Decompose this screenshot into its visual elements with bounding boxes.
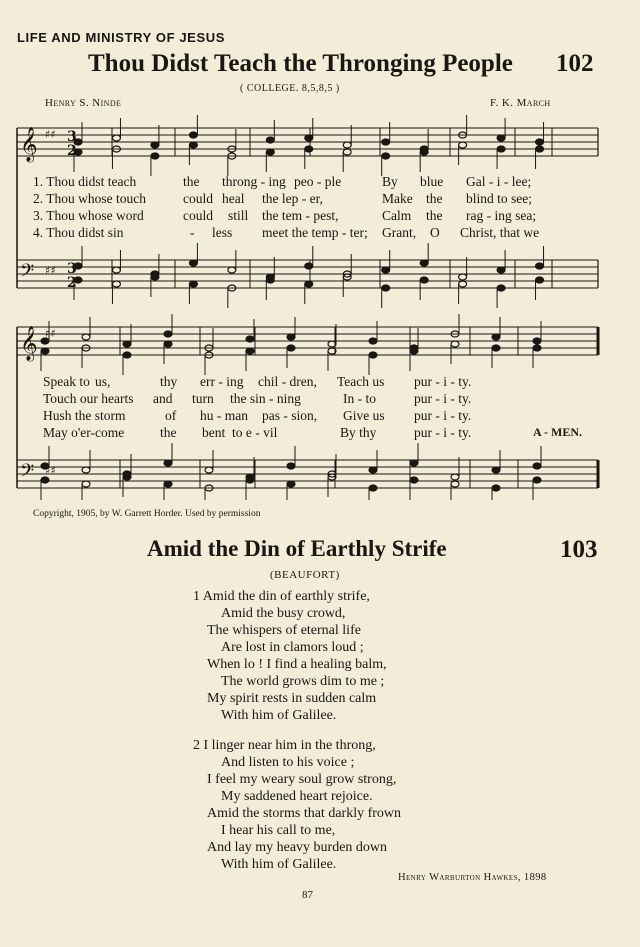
hymn-102-author: Henry S. Ninde xyxy=(45,97,122,109)
hymn-102-tune: ( COLLEGE. 8,5,8,5 ) xyxy=(240,83,340,94)
note-head xyxy=(112,281,120,287)
lyric-syllable: and xyxy=(153,391,173,406)
lyric-line-4: May o'er-come xyxy=(43,425,125,440)
note-head xyxy=(246,348,254,354)
note-head xyxy=(382,267,390,273)
lyric-syllable: pur - i - ty. xyxy=(414,374,472,389)
note-head xyxy=(266,149,274,155)
lyric-syllable: pur - i - ty. xyxy=(414,391,472,406)
lyric-line-2: 2. Thou whose touch xyxy=(33,191,146,206)
note-head xyxy=(492,345,500,351)
note-head xyxy=(164,331,172,337)
lyric-syllable: throng - ing xyxy=(222,174,286,189)
lyric-syllable: still xyxy=(228,208,249,223)
note-head xyxy=(369,352,377,358)
note-head xyxy=(492,334,500,340)
lyric-syllable: heal xyxy=(222,191,245,206)
note-head xyxy=(410,348,418,354)
note-head xyxy=(82,334,90,340)
lyric-syllable: thy xyxy=(160,374,178,389)
note-head xyxy=(382,285,390,291)
note-head xyxy=(497,267,505,273)
lyric-syllable: Teach us xyxy=(337,374,385,389)
note-head xyxy=(164,481,172,487)
note-head xyxy=(205,467,213,473)
note-head xyxy=(451,481,459,487)
lyric-syllable: Christ, that we xyxy=(460,225,540,240)
lyric-line-1: 1. Thou didst teach xyxy=(33,174,137,189)
note-head xyxy=(189,142,197,148)
note-head xyxy=(382,153,390,159)
note-head xyxy=(420,149,428,155)
lyric-syllable: the xyxy=(160,425,177,440)
lyric-syllable: of xyxy=(165,408,177,423)
hymn-103-author: Henry Warburton Hawkes, 1898 xyxy=(398,872,547,883)
note-head xyxy=(123,352,131,358)
note-head xyxy=(41,348,49,354)
note-head xyxy=(497,285,505,291)
lyric-syllable: By xyxy=(382,174,398,189)
lyric-line-1: Speak to xyxy=(43,374,90,389)
hymn-102-title: Thou Didst Teach the Thronging People xyxy=(88,50,513,77)
poem-line: I feel my weary soul grow strong, xyxy=(207,772,397,787)
lyric-syllable: meet the temp - ter; xyxy=(262,225,368,240)
note-head xyxy=(305,135,313,141)
hymn-103-number: 103 xyxy=(560,536,598,563)
time-signature: 3 xyxy=(67,129,77,145)
poem-line: The world grows dim to me ; xyxy=(221,674,385,689)
note-head xyxy=(82,481,90,487)
note-head xyxy=(536,263,544,269)
note-head xyxy=(369,338,377,344)
note-head xyxy=(41,477,49,483)
note-head xyxy=(410,460,418,466)
note-head xyxy=(533,463,541,469)
note-head xyxy=(287,334,295,340)
bass-clef: 𝄢 xyxy=(20,461,35,486)
note-head xyxy=(459,274,467,280)
bass-clef: 𝄢 xyxy=(20,261,35,286)
lyric-syllable: turn xyxy=(192,391,214,406)
hymn-103-title: Amid the Din of Earthly Strife xyxy=(147,536,447,561)
lyric-syllable: us, xyxy=(95,374,111,389)
lyric-line-2: Touch our hearts xyxy=(43,391,134,406)
lyric-syllable: In - to xyxy=(343,391,376,406)
lyric-syllable: to e - vil xyxy=(232,425,278,440)
note-head xyxy=(228,267,236,273)
note-head xyxy=(287,345,295,351)
time-signature: 2 xyxy=(67,275,77,291)
note-head xyxy=(369,467,377,473)
time-signature: 3 xyxy=(67,261,77,277)
note-head xyxy=(82,467,90,473)
lyric-line-3: 3. Thou whose word xyxy=(33,208,144,223)
hymn-103-tune: (BEAUFORT) xyxy=(270,569,340,581)
lyric-line-3: Hush the storm xyxy=(43,408,126,423)
lyric-syllable: the lep - er, xyxy=(262,191,323,206)
lyric-syllable: Give us xyxy=(343,408,385,423)
note-head xyxy=(151,153,159,159)
time-signature: 2 xyxy=(67,143,77,159)
poem-line: Amid the busy crowd, xyxy=(221,606,346,621)
poem-line: Amid the storms that darkly frown xyxy=(207,806,402,821)
lyric-syllable: rag - ing sea; xyxy=(466,208,537,223)
poem-line: The whispers of eternal life xyxy=(207,623,361,638)
poem-line: When lo ! I find a healing balm, xyxy=(207,657,387,672)
note-head xyxy=(533,345,541,351)
note-head xyxy=(287,481,295,487)
poem-line: With him of Galilee. xyxy=(221,708,337,723)
note-head xyxy=(343,149,351,155)
page-number: 87 xyxy=(302,889,313,901)
note-head xyxy=(451,341,459,347)
poem-line: My spirit rests in sudden calm xyxy=(207,691,377,706)
lyric-line-4: 4. Thou didst sin xyxy=(33,225,124,240)
note-head xyxy=(459,142,467,148)
note-head xyxy=(123,341,131,347)
sharp-sign: ♯♯ xyxy=(45,128,56,141)
poem-line: I hear his call to me, xyxy=(221,823,336,838)
lyric-syllable: bent xyxy=(202,425,226,440)
lyric-syllable: Gal - i - lee; xyxy=(466,174,532,189)
note-head xyxy=(305,263,313,269)
note-head xyxy=(451,474,459,480)
sharp-sign: ♯♯ xyxy=(45,264,56,277)
note-head xyxy=(189,281,197,287)
poem-line: 1 Amid the din of earthly strife, xyxy=(193,589,370,604)
lyric-syllable: the tem - pest, xyxy=(262,208,339,223)
note-head xyxy=(492,467,500,473)
lyric-syllable: Make xyxy=(382,191,413,206)
system2-lyrics xyxy=(0,374,640,444)
note-head xyxy=(343,142,351,148)
lyric-syllable: By thy xyxy=(340,425,377,440)
lyric-syllable: blue xyxy=(420,174,444,189)
hymn-102-number: 102 xyxy=(556,50,594,77)
note-head xyxy=(246,477,254,483)
poem-line: With him of Galilee. xyxy=(221,857,337,872)
lyric-syllable: hu - man xyxy=(200,408,248,423)
note-head xyxy=(164,341,172,347)
note-head xyxy=(189,260,197,266)
note-head xyxy=(459,281,467,287)
poem-line: 2 I linger near him in the throng, xyxy=(193,738,376,753)
note-head xyxy=(369,485,377,491)
lyric-syllable: - xyxy=(190,225,195,240)
hymn-102-composer: F. K. March xyxy=(490,97,551,109)
note-head xyxy=(536,146,544,152)
sharp-sign: ♯♯ xyxy=(45,464,56,477)
note-head xyxy=(266,277,274,283)
treble-clef: 𝄞 xyxy=(20,326,38,361)
note-head xyxy=(533,338,541,344)
note-head xyxy=(420,260,428,266)
note-head xyxy=(151,142,159,148)
note-head xyxy=(497,146,505,152)
lyric-syllable: blind to see; xyxy=(466,191,532,206)
note-head xyxy=(305,146,313,152)
lyric-syllable: the xyxy=(426,191,443,206)
note-head xyxy=(189,132,197,138)
poem-line: And listen to his voice ; xyxy=(221,755,355,770)
copyright-notice: Copyright, 1905, by W. Garrett Horder. Used by permission xyxy=(33,509,261,519)
lyric-syllable: O xyxy=(430,225,440,240)
note-head xyxy=(246,336,254,342)
lyric-syllable: could xyxy=(183,191,213,206)
lyric-syllable: Grant, xyxy=(382,225,417,240)
note-head xyxy=(382,139,390,145)
note-head xyxy=(536,277,544,283)
note-head xyxy=(112,135,120,141)
note-head xyxy=(266,137,274,143)
poem-line: Are lost in clamors loud ; xyxy=(221,640,364,655)
lyric-syllable: pur - i - ty. xyxy=(414,408,472,423)
note-head xyxy=(497,135,505,141)
amen-label: A - MEN. xyxy=(533,425,582,439)
note-head xyxy=(112,267,120,273)
sharp-sign: ♯♯ xyxy=(45,327,56,340)
note-head xyxy=(410,477,418,483)
lyric-syllable: Calm xyxy=(382,208,412,223)
note-head xyxy=(533,477,541,483)
lyric-syllable: peo - ple xyxy=(294,174,342,189)
note-head xyxy=(164,460,172,466)
note-head xyxy=(287,463,295,469)
lyric-syllable: pur - i - ty. xyxy=(414,425,472,440)
lyric-syllable: less xyxy=(212,225,233,240)
lyric-syllable: the sin - ning xyxy=(230,391,301,406)
lyric-syllable: pas - sion, xyxy=(262,408,318,423)
note-head xyxy=(123,474,131,480)
lyric-syllable: chil - dren, xyxy=(258,374,317,389)
treble-clef: 𝄞 xyxy=(20,127,38,162)
poem-line: And lay my heavy burden down xyxy=(207,840,388,855)
system1-lyrics xyxy=(0,174,640,244)
lyric-syllable: err - ing xyxy=(200,374,244,389)
poem-line: My saddened heart rejoice. xyxy=(221,789,373,804)
lyric-syllable: the xyxy=(183,174,200,189)
note-head xyxy=(420,277,428,283)
note-head xyxy=(305,281,313,287)
lyric-syllable: the xyxy=(426,208,443,223)
note-head xyxy=(492,485,500,491)
note-head xyxy=(536,139,544,145)
lyric-syllable: could xyxy=(183,208,213,223)
section-heading: LIFE AND MINISTRY OF JESUS xyxy=(17,30,225,45)
note-head xyxy=(151,274,159,280)
